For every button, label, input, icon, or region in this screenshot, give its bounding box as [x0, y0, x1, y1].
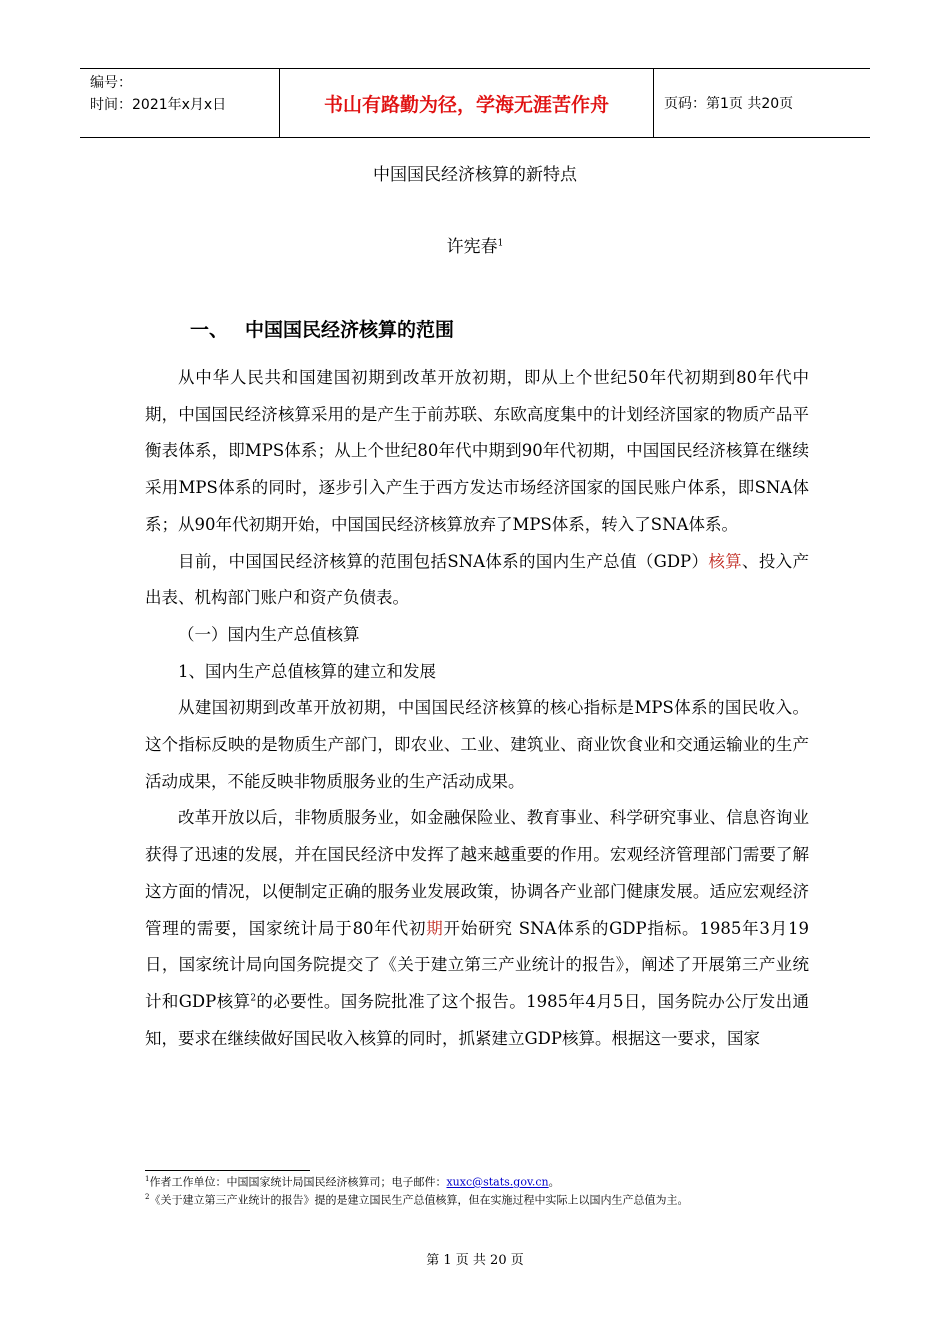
footnote-2: $^2$《关于建立第三产业统计的报告》提的是建立国民生产总值核算，但在实施过程中实际上以国内生产总值为主。: [145, 1192, 689, 1207]
footnote-divider: [145, 1170, 310, 1171]
footnote-1: $^1$作者工作单位：中国国家统计局国民经济核算司；电子邮件：xuxc@stats.gov.cn。: [145, 1175, 560, 1189]
author-name: 许宪春: [446, 237, 498, 257]
header-page-info: 页码：第1页 共20页: [664, 96, 794, 112]
page-footer: 第 1 页 共 20 页: [426, 1253, 524, 1268]
paragraph: 改革开放以后，非物质服务业，如金融保险业、教育事业、科学研究事业、信息咨询业获得了迅速的发展，并在国民经济中发挥了越来越重要的作用。宏观经济管理部门需要了解这方面的情况，以便制定正确的服务业发展政策，协调各产业部门健康发展。适应宏观经济管理的需要，国家统计局于80年代初期开始研究 SNA体系的GDP指标。1985年3月19日，国家统计局向国务院提交了《关于建立第三产业统计的报告》，阐述了开展第三产业统计和GDP核算$^2$的必要性。国务院批准了这个报告。1985年4月5日，国务院办公厅发出通知，要求在继续做好国民收入核算的同时，抓紧建立GDP核算。根据这一要求，国家: [145, 808, 809, 1048]
email-link[interactable]: xuxc@stats.gov.cn: [446, 1175, 549, 1189]
footnote-ref[interactable]: 2: [250, 993, 257, 1004]
highlighted-text: 期: [426, 918, 444, 938]
footnotes: [145, 1172, 805, 1207]
paragraph: 从中华人民共和国建国初期到改革开放初期，即从上个世纪50年代初期到80年代中期，中国国民经济核算采用的是产生于前苏联、东欧高度集中的计划经济国家的物质产品平衡表体系，即MPS体系；从上个世纪80年代中期到90年代初期，中国国民经济核算在继续采用MPS体系的同时，逐步引入产生于西方发达市场经济国家的国民账户体系，即SNA体系；从90年代初期开始，中国国民经济核算放弃了MPS体系，转入了SNA体系。: [145, 368, 809, 534]
author-line: [0, 232, 950, 257]
page-header: [80, 68, 870, 138]
header-meta: [80, 69, 280, 137]
paragraph: 从建国初期到改革开放初期，中国国民经济核算的核心指标是MPS体系的国民收入。这个指标反映的是物质生产部门，即农业、工业、建筑业、商业饮食业和交通运输业的生产活动成果，不能反映非物质服务业的生产活动成果。: [145, 698, 809, 791]
paragraph: 目前，中国国民经济核算的范围包括SNA体系的国内生产总值（GDP）核算、投入产出表、机构部门账户和资产负债表。: [145, 551, 810, 608]
body-text: [145, 360, 809, 1057]
section-number: 一、: [190, 319, 229, 341]
subsection-heading: 1、国内生产总值核算的建立和发展: [178, 661, 436, 681]
section-heading: [190, 315, 454, 342]
header-motto: 书山有路勤为径，学海无涯苦作舟: [280, 69, 654, 137]
document-title: 中国国民经济核算的新特点: [373, 165, 577, 185]
highlighted-text: 核算: [708, 551, 743, 571]
time-label: 时间：2021年x月x日: [90, 97, 227, 113]
subsection-heading: （一）国内生产总值核算: [178, 624, 360, 644]
section-title: 中国国民经济核算的范围: [245, 319, 455, 341]
author-footnote-ref[interactable]: 1: [497, 238, 504, 249]
code-label: 编号：: [90, 75, 132, 91]
